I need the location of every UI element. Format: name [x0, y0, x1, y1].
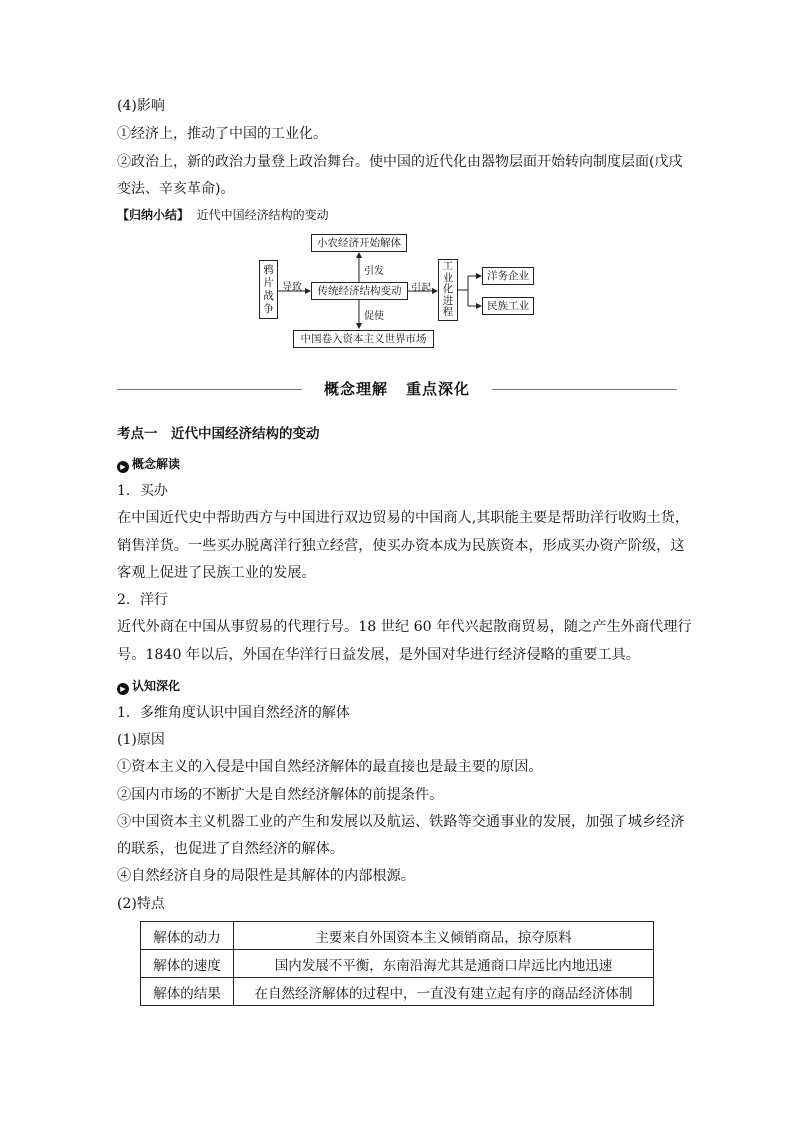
comprador-line: 客观上促进了民族工业的发展。: [117, 565, 316, 581]
table-key: 解体的结果: [141, 978, 234, 1006]
table-row: [141, 978, 654, 1006]
lead-to-label: 导致: [282, 282, 302, 293]
impact-heading: (4)影响: [117, 98, 165, 114]
table-row: [141, 922, 654, 950]
reason-heading: (1)原因: [117, 732, 165, 748]
table-row: [141, 950, 654, 978]
play-icon: ▶: [117, 461, 129, 473]
reason-item: 的联系，也促进了自然经济的解体。: [117, 841, 345, 857]
reason-item: ②国内市场的不断扩大是自然经济解体的前提条件。: [117, 787, 444, 803]
deepen-label: ▶ 认知深化: [117, 676, 180, 696]
impact-item: ②政治上，新的政治力量登上政治舞台。使中国的近代化由器物层面开始转向制度层面(戊戌: [117, 154, 683, 170]
impact-item: 变法、辛亥革命)。: [117, 181, 235, 197]
opium-war-box: 鸦 片 战 争: [259, 260, 278, 319]
table-key: 解体的速度: [141, 950, 234, 978]
impact-item: ①经济上，推动了中国的工业化。: [117, 126, 327, 142]
westernization-box: 洋务企业: [482, 267, 534, 285]
industrialization-box: 工 业 化 进 程: [438, 259, 458, 321]
comprador-title: 1．买办: [117, 483, 168, 499]
multi-angle-title: 1．多维角度认识中国自然经济的解体: [117, 705, 350, 721]
reason-item: ①资本主义的入侵是中国自然经济解体的最直接也是最主要的原因。: [117, 759, 543, 775]
reason-item: ④自然经济自身的局限性是其解体的内部根源。: [117, 868, 415, 884]
firm-line: 号。1840 年以后，外国在华洋行日益发展，是外国对华进行经济侵略的重要工具。: [117, 647, 640, 663]
world-market-box: 中国卷入资本主义世界市场: [293, 330, 434, 348]
promote-label: 促使: [364, 311, 384, 322]
reason-item: ③中国资本主义机器工业的产生和发展以及航运、铁路等交通事业的发展，加强了城乡经济: [117, 814, 685, 830]
trigger-label: 引发: [364, 266, 384, 277]
table-value: 主要来自外国资本主义倾销商品，掠夺原料: [234, 922, 654, 950]
firm-line: 近代外商在中国从事贸易的代理行号。18 世纪 60 年代兴起散商贸易，随之产生外商代理行: [117, 619, 692, 635]
small-peasant-box: 小农经济开始解体: [311, 234, 407, 252]
features-table: [140, 921, 654, 1006]
firm-title: 2．洋行: [117, 592, 168, 608]
play-icon: ▶: [117, 683, 129, 695]
traditional-change-box: 传统经济结构变动: [311, 282, 408, 300]
table-value: 在自然经济解体的过程中，一直没有建立起有序的商品经济体制: [234, 978, 654, 1006]
comprador-line: 在中国近代史中帮助西方与中国进行双边贸易的中国商人,其职能主要是帮助洋行收购土货，: [117, 510, 690, 526]
section-title: 概念理解 重点深化: [323, 380, 471, 398]
summary-tag: 【归纳小结】: [117, 208, 190, 222]
point-title: 考点一 近代中国经济结构的变动: [117, 426, 320, 442]
national-industry-box: 民族工业: [482, 297, 534, 315]
summary-title: 近代中国经济结构的变动: [196, 208, 329, 222]
raise-label: 引起: [411, 283, 431, 294]
comprador-line: 销售洋货。一些买办脱离洋行独立经营，使买办资本成为民族资本，形成买办资产阶级，这: [117, 538, 685, 554]
feature-heading: (2)特点: [117, 896, 165, 912]
table-value: 国内发展不平衡，东南沿海尤其是通商口岸远比内地迅速: [234, 950, 654, 978]
table-key: 解体的动力: [141, 922, 234, 950]
diagram-arrows: [0, 0, 794, 360]
concept-label: ▶ 概念解读: [117, 454, 180, 474]
